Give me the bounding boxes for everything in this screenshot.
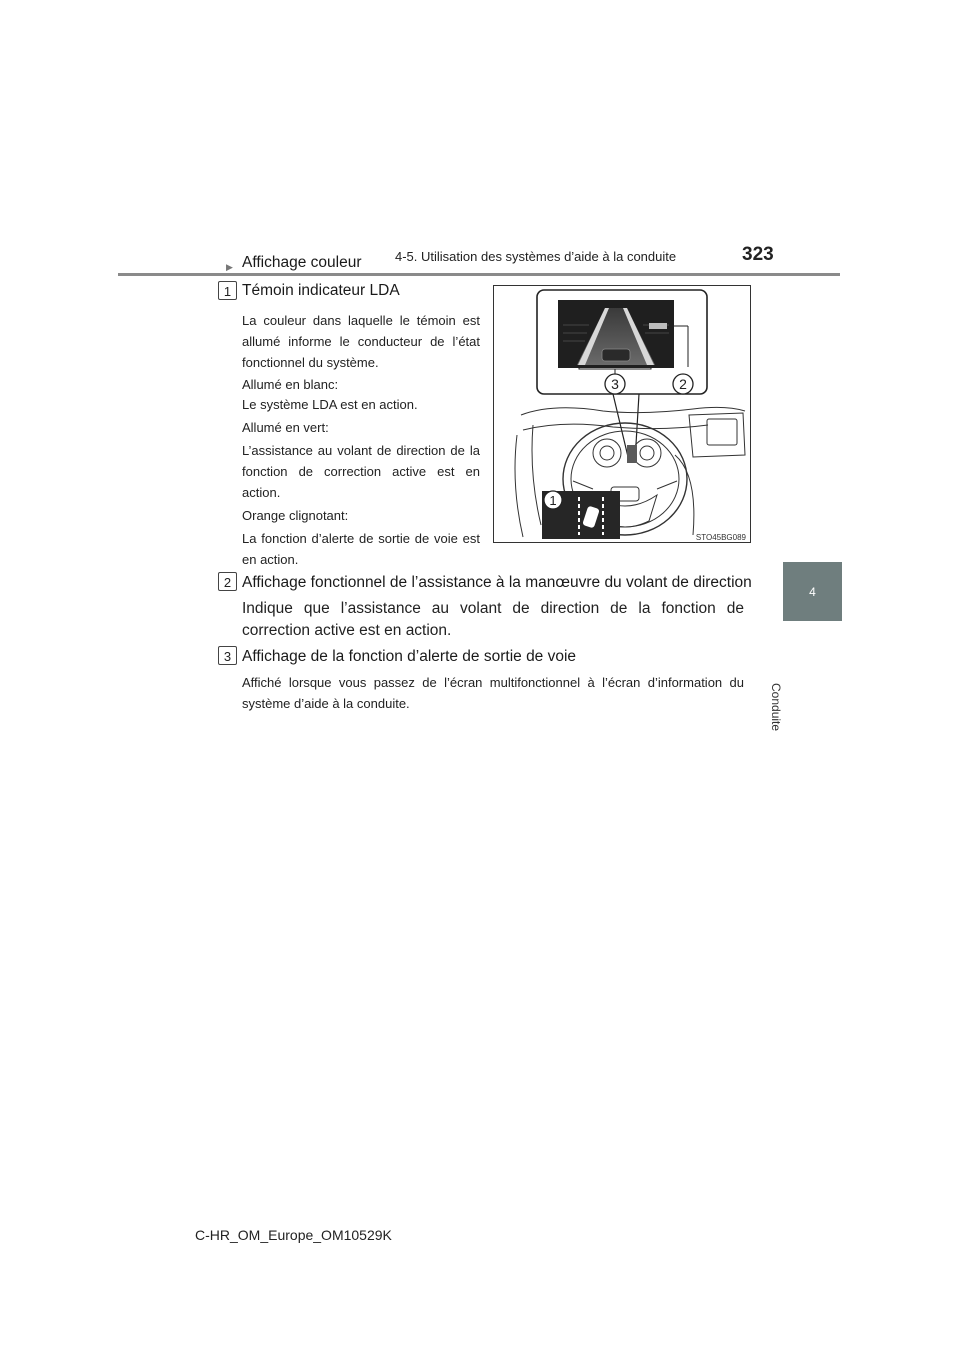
chapter-tab — [783, 562, 842, 621]
item-1-white-text: Le système LDA est en action. — [242, 397, 418, 412]
page-number: 323 — [742, 244, 774, 265]
chapter-label: Conduite — [769, 683, 783, 732]
callout-1 — [544, 491, 562, 509]
chapter-number: 4 — [809, 584, 816, 599]
item-3-number-badge: 3 — [218, 646, 237, 666]
multi-info-display — [558, 300, 674, 368]
item-2-description: Indique que l’assistance au volant de direction de la fonction de correction active est en action. — [242, 600, 744, 639]
svg-text:1: 1 — [549, 493, 557, 508]
chapter-label-container — [769, 631, 808, 732]
svg-text:2: 2 — [679, 376, 687, 392]
item-2-title: Affichage fonctionnel de l’assistance à la manœuvre du volant de direction — [242, 574, 752, 591]
svg-text:3: 3 — [611, 376, 619, 392]
item-1-number-badge: 1 — [218, 281, 237, 301]
item-1-orange-text: La fonction d’alerte de sortie de voie est en action. — [242, 531, 480, 567]
item-1-orange-label: Orange clignotant: — [242, 508, 349, 523]
item-1-white-label: Allumé en blanc: — [242, 377, 339, 392]
item-2-number-badge: 2 — [218, 572, 237, 592]
subsection-title: Affichage couleur — [242, 254, 362, 271]
footer-doc-id: C-HR_OM_Europe_OM10529K — [195, 1227, 392, 1243]
item-1-description: La couleur dans laquelle le témoin est allumé informe le conducteur de l’état fonctionnel du système. — [242, 313, 480, 370]
header-section-title: 4-5. Utilisation des systèmes d’aide à la conduite — [395, 249, 677, 264]
figure-code: STO45BG089 — [695, 533, 746, 542]
item-3-description: Affiché lorsque vous passez de l’écran multifonctionnel à l’écran d’information du système d’aide à la conduite. — [242, 675, 744, 711]
item-1-green-text: L’assistance au volant de direction de la fonction de correction active est en action. — [242, 443, 480, 500]
item-3-title: Affichage de la fonction d’alerte de sortie de voie — [242, 648, 577, 665]
instrument-cluster-figure — [493, 285, 751, 543]
lda-indicator-location — [627, 445, 637, 463]
subsection-marker-icon: ▶ — [226, 262, 233, 272]
callout-3 — [605, 374, 625, 394]
item-1-green-label: Allumé en vert: — [242, 420, 329, 435]
item-1-title: Témoin indicateur LDA — [242, 282, 400, 299]
callout-2 — [673, 374, 693, 394]
